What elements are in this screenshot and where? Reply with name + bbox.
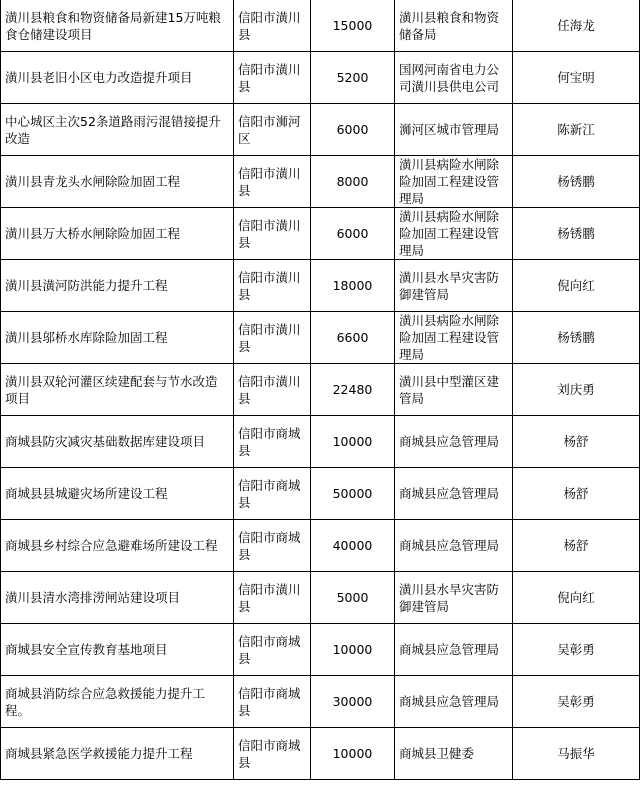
location-cell: 信阳市潢川县 bbox=[234, 0, 311, 52]
amount-cell: 10000 bbox=[311, 624, 395, 676]
responsible-unit-cell: 国网河南省电力公司潢川县供电公司 bbox=[395, 52, 513, 104]
responsible-person-cell: 任海龙 bbox=[513, 0, 640, 52]
amount-cell: 50000 bbox=[311, 468, 395, 520]
location-cell: 信阳市潢川县 bbox=[234, 364, 311, 416]
amount-cell: 6000 bbox=[311, 104, 395, 156]
table-row bbox=[1, 104, 640, 156]
project-name-cell: 商城县安全宣传教育基地项目 bbox=[1, 624, 234, 676]
responsible-unit-cell: 潢川县水旱灾害防御建管局 bbox=[395, 260, 513, 312]
location-cell: 信阳市潢川县 bbox=[234, 208, 311, 260]
project-name-cell: 商城县消防综合应急救援能力提升工程。 bbox=[1, 676, 234, 728]
location-cell: 信阳市商城县 bbox=[234, 468, 311, 520]
table-row bbox=[1, 676, 640, 728]
table-row bbox=[1, 728, 640, 780]
responsible-person-cell: 杨舒 bbox=[513, 520, 640, 572]
responsible-person-cell: 杨锈鹏 bbox=[513, 156, 640, 208]
location-cell: 信阳市潢川县 bbox=[234, 52, 311, 104]
location-cell: 信阳市商城县 bbox=[234, 728, 311, 780]
responsible-unit-cell: 潢川县中型灌区建管局 bbox=[395, 364, 513, 416]
responsible-unit-cell: 商城县应急管理局 bbox=[395, 520, 513, 572]
table-row bbox=[1, 156, 640, 208]
responsible-unit-cell: 商城县应急管理局 bbox=[395, 416, 513, 468]
location-cell: 信阳市商城县 bbox=[234, 676, 311, 728]
location-cell: 信阳市潢川县 bbox=[234, 572, 311, 624]
responsible-unit-cell: 商城县应急管理局 bbox=[395, 676, 513, 728]
responsible-unit-cell: 浉河区城市管理局 bbox=[395, 104, 513, 156]
location-cell: 信阳市浉河区 bbox=[234, 104, 311, 156]
responsible-person-cell: 杨锈鹏 bbox=[513, 312, 640, 364]
table-row bbox=[1, 260, 640, 312]
location-cell: 信阳市潢川县 bbox=[234, 156, 311, 208]
location-cell: 信阳市商城县 bbox=[234, 520, 311, 572]
amount-cell: 40000 bbox=[311, 520, 395, 572]
table-row bbox=[1, 572, 640, 624]
responsible-person-cell: 杨舒 bbox=[513, 416, 640, 468]
amount-cell: 8000 bbox=[311, 156, 395, 208]
amount-cell: 18000 bbox=[311, 260, 395, 312]
responsible-person-cell: 刘庆勇 bbox=[513, 364, 640, 416]
table-row bbox=[1, 0, 640, 52]
location-cell: 信阳市潢川县 bbox=[234, 312, 311, 364]
amount-cell: 30000 bbox=[311, 676, 395, 728]
project-name-cell: 商城县县城避灾场所建设工程 bbox=[1, 468, 234, 520]
responsible-person-cell: 杨舒 bbox=[513, 468, 640, 520]
amount-cell: 5200 bbox=[311, 52, 395, 104]
project-name-cell: 潢川县青龙头水闸除险加固工程 bbox=[1, 156, 234, 208]
responsible-person-cell: 倪向红 bbox=[513, 572, 640, 624]
project-name-cell: 商城县紧急医学救援能力提升工程 bbox=[1, 728, 234, 780]
table-row bbox=[1, 52, 640, 104]
responsible-person-cell: 杨锈鹏 bbox=[513, 208, 640, 260]
table-row bbox=[1, 624, 640, 676]
table-row bbox=[1, 208, 640, 260]
responsible-unit-cell: 潢川县病险水闸除险加固工程建设管理局 bbox=[395, 156, 513, 208]
amount-cell: 22480 bbox=[311, 364, 395, 416]
amount-cell: 6600 bbox=[311, 312, 395, 364]
location-cell: 信阳市潢川县 bbox=[234, 260, 311, 312]
project-name-cell: 潢川县邬桥水库除险加固工程 bbox=[1, 312, 234, 364]
responsible-unit-cell: 潢川县病险水闸除险加固工程建设管理局 bbox=[395, 312, 513, 364]
table-row bbox=[1, 312, 640, 364]
amount-cell: 10000 bbox=[311, 728, 395, 780]
project-name-cell: 中心城区主次52条道路雨污混错接提升改造 bbox=[1, 104, 234, 156]
amount-cell: 10000 bbox=[311, 416, 395, 468]
responsible-person-cell: 倪向红 bbox=[513, 260, 640, 312]
amount-cell: 15000 bbox=[311, 0, 395, 52]
project-name-cell: 潢川县潢河防洪能力提升工程 bbox=[1, 260, 234, 312]
amount-cell: 6000 bbox=[311, 208, 395, 260]
project-table-body bbox=[1, 0, 640, 780]
responsible-person-cell: 吴彰勇 bbox=[513, 676, 640, 728]
responsible-unit-cell: 商城县应急管理局 bbox=[395, 468, 513, 520]
table-row bbox=[1, 364, 640, 416]
project-name-cell: 潢川县清水湾排涝闸站建设项目 bbox=[1, 572, 234, 624]
responsible-person-cell: 陈新江 bbox=[513, 104, 640, 156]
responsible-unit-cell: 潢川县水旱灾害防御建管局 bbox=[395, 572, 513, 624]
location-cell: 信阳市商城县 bbox=[234, 416, 311, 468]
project-name-cell: 潢川县双轮河灌区续建配套与节水改造项目 bbox=[1, 364, 234, 416]
responsible-unit-cell: 商城县卫健委 bbox=[395, 728, 513, 780]
project-name-cell: 商城县防灾减灾基础数据库建设项目 bbox=[1, 416, 234, 468]
responsible-unit-cell: 潢川县粮食和物资储备局 bbox=[395, 0, 513, 52]
table-row bbox=[1, 468, 640, 520]
responsible-person-cell: 马振华 bbox=[513, 728, 640, 780]
responsible-unit-cell: 商城县应急管理局 bbox=[395, 624, 513, 676]
responsible-unit-cell: 潢川县病险水闸除险加固工程建设管理局 bbox=[395, 208, 513, 260]
project-name-cell: 商城县乡村综合应急避难场所建设工程 bbox=[1, 520, 234, 572]
responsible-person-cell: 何宝明 bbox=[513, 52, 640, 104]
location-cell: 信阳市商城县 bbox=[234, 624, 311, 676]
amount-cell: 5000 bbox=[311, 572, 395, 624]
project-name-cell: 潢川县老旧小区电力改造提升项目 bbox=[1, 52, 234, 104]
table-row bbox=[1, 520, 640, 572]
project-name-cell: 潢川县粮食和物资储备局新建15万吨粮食仓储建设项目 bbox=[1, 0, 234, 52]
responsible-person-cell: 吴彰勇 bbox=[513, 624, 640, 676]
project-name-cell: 潢川县万大桥水闸除险加固工程 bbox=[1, 208, 234, 260]
table-row bbox=[1, 416, 640, 468]
